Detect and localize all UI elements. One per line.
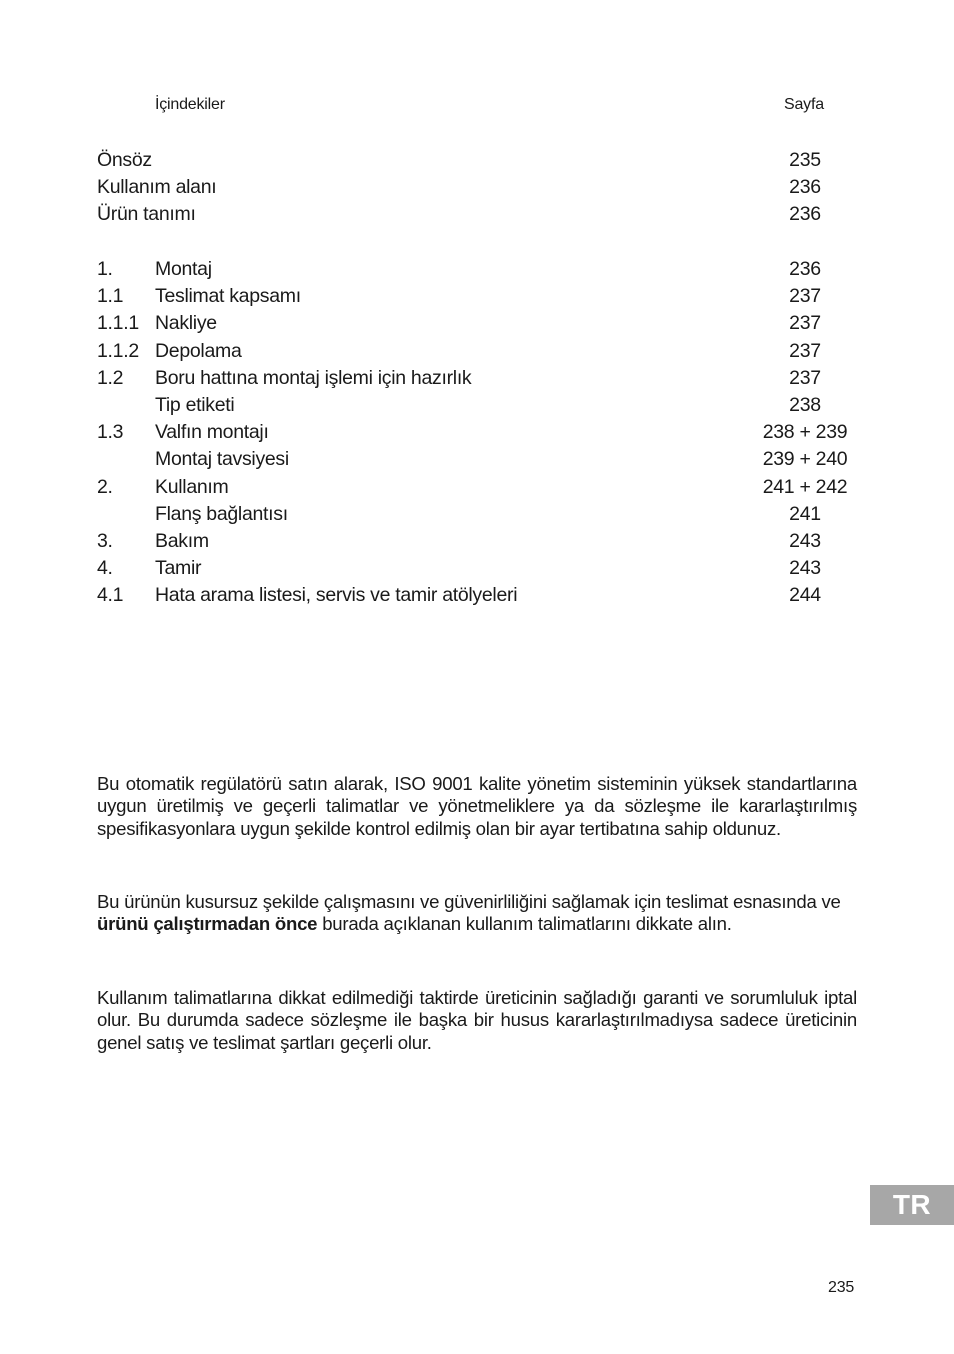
toc-entry-title: Ürün tanımı	[97, 203, 196, 226]
toc-entry-title: Kullanım alanı	[97, 176, 217, 199]
toc-entry-title: Nakliye	[155, 312, 217, 335]
toc-entry-page: 243	[789, 557, 821, 580]
toc-entry	[0, 476, 954, 503]
toc-entry-title: Teslimat kapsamı	[155, 285, 301, 308]
toc-entry-page: 239 + 240	[762, 448, 848, 471]
toc-entry-page: 241 + 242	[762, 475, 848, 498]
toc-entry-page: 243	[789, 529, 821, 552]
toc-entry-page: 238 + 239	[762, 421, 848, 444]
instructions-paragraph	[97, 891, 857, 936]
toc-header-page-label: Sayfa	[784, 96, 824, 113]
toc-chapter-list	[0, 258, 954, 611]
toc-entry-page: 237	[789, 312, 821, 335]
toc-entry	[0, 312, 954, 339]
instructions-emphasis: ürünü çalıştırmadan önce	[97, 913, 318, 935]
toc-entry-number: 1.1	[97, 285, 124, 308]
toc-entry-page: 237	[789, 339, 821, 362]
toc-entry-page: 236	[789, 176, 821, 199]
toc-entry-title: Montaj tavsiyesi	[155, 448, 289, 471]
toc-entry-title: Montaj	[155, 258, 212, 280]
toc-entry-title: Depolama	[155, 339, 242, 362]
toc-entry-number: 4.1	[97, 584, 124, 607]
toc-entry-title: Önsöz	[97, 149, 152, 171]
toc-intro-entry	[0, 176, 954, 203]
toc-entry-number: 1.2	[97, 366, 124, 389]
toc-entry-title: Valfın montajı	[155, 421, 269, 444]
toc-header	[0, 96, 954, 118]
toc-entry	[0, 557, 954, 584]
toc-entry	[0, 448, 954, 475]
intro-paragraph: Bu otomatik regülatörü satın alarak, ISO 9001 kalite yönetim sisteminin yüksek standartlarına uygun üretilmiş ve geçerli talimatlar ve yönetmeliklere ya da sözleşme ile kararlaştırılmış spesifikasyonlara uygun şekilde kontrol edilmiş olan bir ayar tertibatına sahip oldunuz.	[97, 773, 857, 839]
toc-entry	[0, 367, 954, 394]
toc-entry-page: 236	[789, 203, 821, 226]
toc-entry-page: 238	[789, 393, 821, 416]
toc-entry-number: 1.3	[97, 421, 124, 444]
toc-header-label: İçindekiler	[155, 96, 225, 113]
toc-intro-list	[0, 149, 954, 231]
toc-entry-title: Boru hattına montaj işlemi için hazırlık	[155, 366, 472, 389]
toc-entry-number: 1.	[97, 258, 113, 280]
toc-entry	[0, 530, 954, 557]
toc-entry-page: 241	[789, 502, 821, 525]
toc-entry-page: 236	[789, 258, 821, 280]
toc-entry	[0, 340, 954, 367]
toc-entry-number: 1.1.2	[97, 339, 139, 362]
toc-entry-number: 4.	[97, 557, 113, 580]
toc-entry-page: 244	[789, 584, 821, 607]
toc-entry-number: 2.	[97, 475, 113, 498]
toc-entry-page: 237	[789, 285, 821, 308]
toc-entry-page: 237	[789, 366, 821, 389]
toc-entry	[0, 285, 954, 312]
toc-entry-title: Bakım	[155, 529, 209, 552]
page-number: 235	[828, 1279, 855, 1296]
toc-intro-entry	[0, 149, 954, 176]
toc-entry	[0, 394, 954, 421]
toc-entry-title: Flanş bağlantısı	[155, 502, 288, 525]
warranty-paragraph: Kullanım talimatlarına dikkat edilmediği taktirde üreticinin sağladığı garanti ve sorumluluk iptal olur. Bu durumda sadece sözleşme ile başka bir husus kararlaştırılmadıysa sadece üreticinin genel satış ve teslimat şartları geçerli olur.	[97, 987, 857, 1053]
language-tab: TR	[870, 1185, 954, 1225]
toc-entry	[0, 503, 954, 530]
toc-entry-number: 3.	[97, 529, 113, 552]
toc-entry	[0, 421, 954, 448]
toc-entry	[0, 584, 954, 611]
toc-entry-title: Tamir	[155, 557, 202, 580]
toc-entry-number: 1.1.1	[97, 312, 139, 335]
toc-entry-page: 235	[789, 149, 821, 171]
toc-intro-entry	[0, 203, 954, 230]
toc-entry-title: Hata arama listesi, servis ve tamir atölyeleri	[155, 584, 518, 607]
toc-entry-title: Kullanım	[155, 475, 229, 498]
toc-entry-title: Tip etiketi	[155, 393, 235, 416]
instructions-text-end: burada açıklanan kullanım talimatlarını dikkate alın.	[317, 913, 732, 935]
instructions-text-start: Bu ürünün kusursuz şekilde çalışmasını ve güvenirliliğini sağlamak için teslimat esnasında ve	[97, 891, 841, 912]
toc-entry	[0, 258, 954, 285]
